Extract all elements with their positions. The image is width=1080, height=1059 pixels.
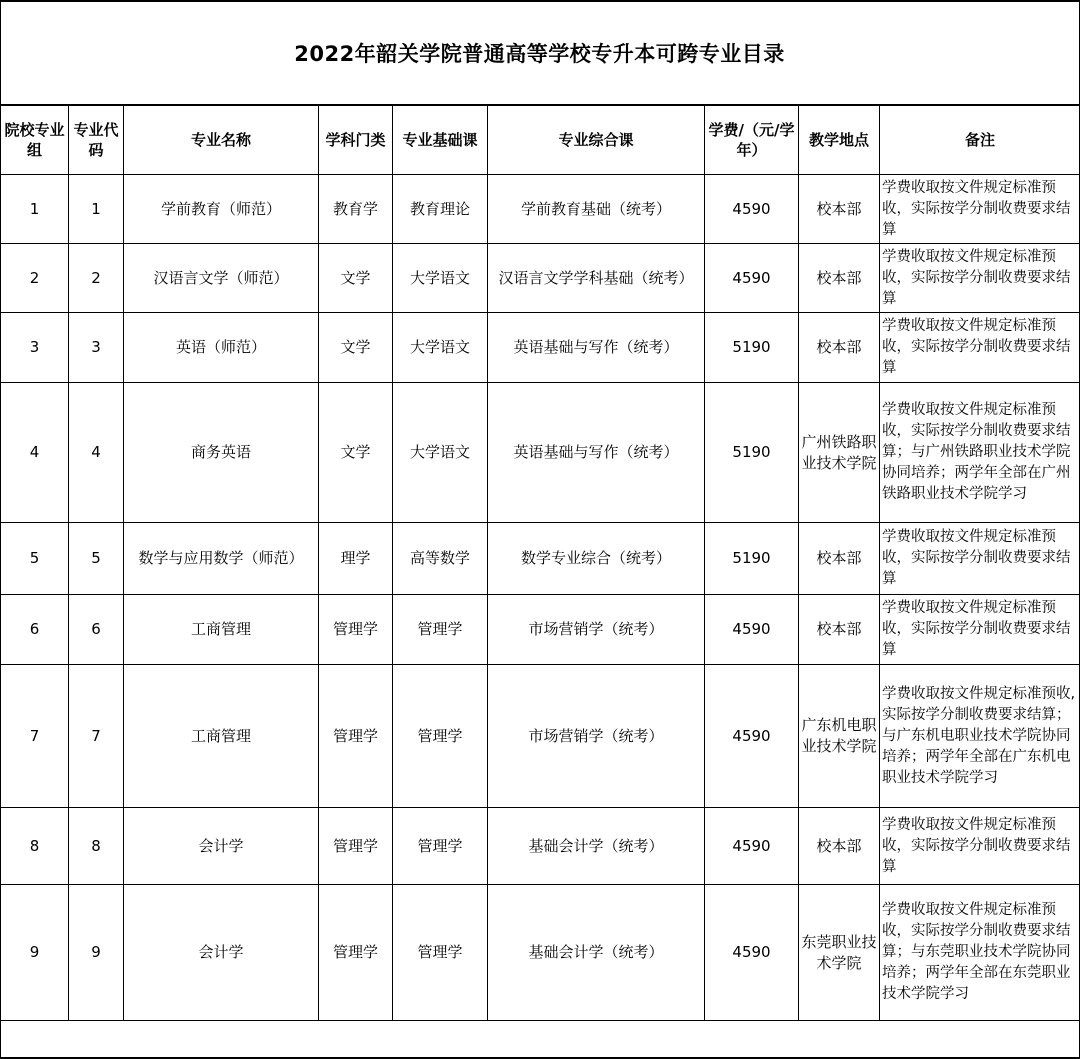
cell-group: 7 xyxy=(1,665,69,808)
cell-comprehensive-course: 数学专业综合（统考） xyxy=(488,523,705,595)
cell-comprehensive-course: 市场营销学（统考） xyxy=(488,665,705,808)
cell-name: 汉语言文学（师范） xyxy=(124,244,319,313)
cell-fee: 4590 xyxy=(705,665,799,808)
header-code: 专业代码 xyxy=(69,106,124,175)
cell-category: 管理学 xyxy=(319,885,393,1021)
cell-fee: 5190 xyxy=(705,313,799,383)
cell-category: 管理学 xyxy=(319,595,393,665)
cell-code: 3 xyxy=(69,313,124,383)
cell-name: 商务英语 xyxy=(124,383,319,523)
cell-comprehensive-course: 基础会计学（统考） xyxy=(488,808,705,885)
cell-comprehensive-course: 英语基础与写作（统考） xyxy=(488,313,705,383)
cell-basic-course: 管理学 xyxy=(393,808,488,885)
cell-group: 5 xyxy=(1,523,69,595)
cell-category: 管理学 xyxy=(319,665,393,808)
cell-comprehensive-course: 基础会计学（统考） xyxy=(488,885,705,1021)
header-group: 院校专业组 xyxy=(1,106,69,175)
cell-location: 校本部 xyxy=(799,523,880,595)
cell-code: 9 xyxy=(69,885,124,1021)
table-row xyxy=(1,885,1080,1021)
header-row xyxy=(1,106,1080,175)
cell-remarks: 学费收取按文件规定标准预收，实际按学分制收费要求结算 xyxy=(880,175,1080,244)
cell-remarks: 学费收取按文件规定标准预收，实际按学分制收费要求结算 xyxy=(880,244,1080,313)
cell-basic-course: 管理学 xyxy=(393,595,488,665)
cell-fee: 4590 xyxy=(705,885,799,1021)
cell-basic-course: 教育理论 xyxy=(393,175,488,244)
cell-group: 1 xyxy=(1,175,69,244)
cell-fee: 5190 xyxy=(705,383,799,523)
cell-basic-course: 管理学 xyxy=(393,885,488,1021)
cell-code: 2 xyxy=(69,244,124,313)
page-title: 2022年韶关学院普通高等学校专升本可跨专业目录 xyxy=(1,1,1078,105)
cell-fee: 5190 xyxy=(705,523,799,595)
cell-name: 会计学 xyxy=(124,808,319,885)
cell-category: 文学 xyxy=(319,383,393,523)
cell-location: 校本部 xyxy=(799,808,880,885)
table-row xyxy=(1,383,1080,523)
cell-comprehensive-course: 汉语言文学学科基础（统考） xyxy=(488,244,705,313)
cell-code: 7 xyxy=(69,665,124,808)
cell-category: 管理学 xyxy=(319,808,393,885)
header-comprehensive-course: 专业综合课 xyxy=(488,106,705,175)
table-row xyxy=(1,808,1080,885)
cell-remarks: 学费收取按文件规定标准预收,实际按学分制收费要求结算；与广东机电职业技术学院协同培养；两学年全部在广东机电职业技术学院学习 xyxy=(880,665,1080,808)
cell-fee: 4590 xyxy=(705,244,799,313)
cell-code: 8 xyxy=(69,808,124,885)
cell-remarks: 学费收取按文件规定标准预收，实际按学分制收费要求结算；与广州铁路职业技术学院协同培养；两学年全部在广州铁路职业技术学院学习 xyxy=(880,383,1080,523)
header-fee: 学费/（元/学年） xyxy=(705,106,799,175)
cell-location: 校本部 xyxy=(799,595,880,665)
cell-name: 工商管理 xyxy=(124,595,319,665)
cell-name: 学前教育（师范） xyxy=(124,175,319,244)
cell-location: 校本部 xyxy=(799,313,880,383)
cell-basic-course: 大学语文 xyxy=(393,244,488,313)
cell-category: 文学 xyxy=(319,313,393,383)
cell-location: 东莞职业技术学院 xyxy=(799,885,880,1021)
cell-group: 3 xyxy=(1,313,69,383)
cell-basic-course: 管理学 xyxy=(393,665,488,808)
cell-code: 4 xyxy=(69,383,124,523)
table-row xyxy=(1,313,1080,383)
cell-location: 校本部 xyxy=(799,244,880,313)
cell-name: 英语（师范） xyxy=(124,313,319,383)
cell-comprehensive-course: 英语基础与写作（统考） xyxy=(488,383,705,523)
cell-remarks: 学费收取按文件规定标准预收，实际按学分制收费要求结算 xyxy=(880,523,1080,595)
cell-name: 工商管理 xyxy=(124,665,319,808)
cell-comprehensive-course: 学前教育基础（统考） xyxy=(488,175,705,244)
cell-group: 6 xyxy=(1,595,69,665)
header-category: 学科门类 xyxy=(319,106,393,175)
header-basic-course: 专业基础课 xyxy=(393,106,488,175)
majors-table xyxy=(0,105,1080,1059)
cell-group: 8 xyxy=(1,808,69,885)
cell-name: 会计学 xyxy=(124,885,319,1021)
table-row xyxy=(1,175,1080,244)
cell-basic-course: 大学语文 xyxy=(393,383,488,523)
cell-comprehensive-course: 市场营销学（统考） xyxy=(488,595,705,665)
empty-row xyxy=(1,1021,1080,1059)
cell-basic-course: 高等数学 xyxy=(393,523,488,595)
cell-group: 4 xyxy=(1,383,69,523)
cell-fee: 4590 xyxy=(705,175,799,244)
cell-category: 教育学 xyxy=(319,175,393,244)
header-remarks: 备注 xyxy=(880,106,1080,175)
cell-fee: 4590 xyxy=(705,808,799,885)
cell-code: 1 xyxy=(69,175,124,244)
cell-remarks: 学费收取按文件规定标准预收，实际按学分制收费要求结算 xyxy=(880,313,1080,383)
cell-location: 广东机电职业技术学院 xyxy=(799,665,880,808)
table-row xyxy=(1,665,1080,808)
cell-code: 5 xyxy=(69,523,124,595)
cell-remarks: 学费收取按文件规定标准预收，实际按学分制收费要求结算 xyxy=(880,595,1080,665)
cell-group: 9 xyxy=(1,885,69,1021)
cell-fee: 4590 xyxy=(705,595,799,665)
header-name: 专业名称 xyxy=(124,106,319,175)
header-location: 教学地点 xyxy=(799,106,880,175)
cell-location: 广州铁路职业技术学院 xyxy=(799,383,880,523)
cell-basic-course: 大学语文 xyxy=(393,313,488,383)
table-row xyxy=(1,244,1080,313)
table-row xyxy=(1,595,1080,665)
table-row xyxy=(1,523,1080,595)
cell-location: 校本部 xyxy=(799,175,880,244)
empty-cell xyxy=(1,1021,1080,1059)
cell-code: 6 xyxy=(69,595,124,665)
cell-category: 理学 xyxy=(319,523,393,595)
cell-name: 数学与应用数学（师范） xyxy=(124,523,319,595)
cell-remarks: 学费收取按文件规定标准预收，实际按学分制收费要求结算 xyxy=(880,808,1080,885)
cell-category: 文学 xyxy=(319,244,393,313)
cell-group: 2 xyxy=(1,244,69,313)
cell-remarks: 学费收取按文件规定标准预收，实际按学分制收费要求结算；与东莞职业技术学院协同培养；两学年全部在东莞职业技术学院学习 xyxy=(880,885,1080,1021)
